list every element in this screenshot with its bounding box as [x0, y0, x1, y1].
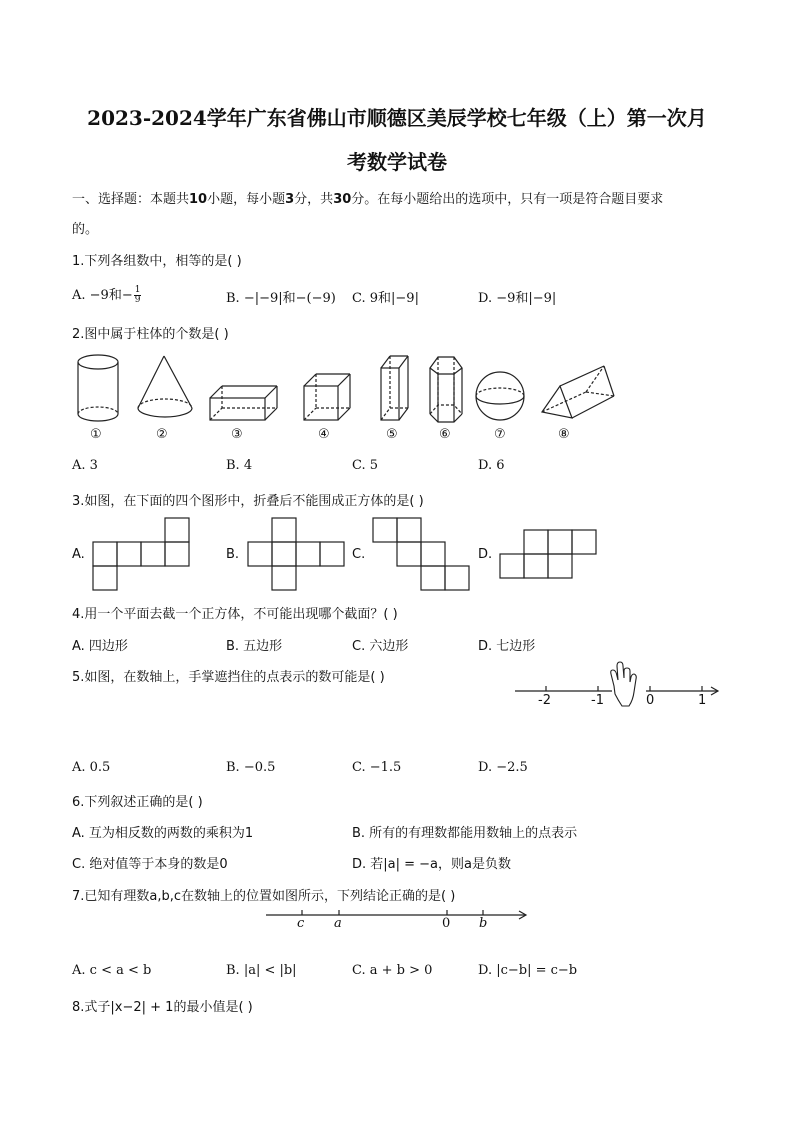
- q2-stem: 2.图中属于柱体的个数是( ): [72, 327, 229, 342]
- q1-option-c: C. 9和|−9|: [352, 291, 419, 306]
- q1-option-a: A. −9和− $\frac{1}{9}$: [72, 285, 141, 305]
- shape-label-6: ⑥: [439, 427, 451, 442]
- shape-label-8: ⑧: [558, 427, 570, 442]
- q7-option-b: B. |a| < |b|: [226, 963, 297, 978]
- q3-label-b: B.: [226, 547, 240, 562]
- q6-stem: 6.下列叙述正确的是( ): [72, 795, 203, 810]
- q4-option-b: B. 五边形: [226, 639, 283, 654]
- q7-point-c: c: [297, 916, 305, 931]
- section-heading: 一、选择题：本题共10小题，每小题3分，共30分。在每小题给出的选项中，只有一项是符合题目要求: [72, 192, 664, 207]
- q4-option-d: D. 七边形: [478, 639, 536, 654]
- q3-label-c: C.: [352, 547, 366, 562]
- q6-option-c: C. 绝对值等于本身的数是0: [72, 857, 228, 872]
- q6-option-b: B. 所有的有理数都能用数轴上的点表示: [352, 826, 578, 841]
- q3-label-d: D.: [478, 547, 493, 562]
- q6-option-d: D. 若|a| = −a，则a是负数: [352, 857, 511, 872]
- q7-option-c: C. a + b > 0: [352, 963, 433, 978]
- q4-option-c: C. 六边形: [352, 639, 409, 654]
- shape-label-5: ⑤: [386, 427, 398, 442]
- q7-point-b: b: [479, 916, 488, 931]
- q4-stem: 4.用一个平面去截一个正方体，不可能出现哪个截面？( ): [72, 607, 398, 622]
- q3-label-a: A.: [72, 547, 85, 562]
- shape-label-1: ①: [90, 427, 102, 442]
- q4-option-a: A. 四边形: [72, 639, 128, 654]
- shape-label-3: ③: [231, 427, 243, 442]
- q5-tick-label-neg2: -2: [538, 693, 551, 708]
- q7-option-a: A. c < a < b: [72, 963, 152, 978]
- q2-option-c: C. 5: [352, 458, 379, 473]
- section-heading-line2: 的。: [72, 222, 99, 237]
- q5-tick-label-neg1: -1: [591, 693, 604, 708]
- q5-tick-label-0: 0: [646, 693, 655, 708]
- q8-stem: 8.式子|x−2| + 1的最小值是( ): [72, 1000, 253, 1015]
- q1-option-b: B. −|−9|和−(−9): [226, 291, 336, 306]
- shape-label-7: ⑦: [494, 427, 506, 442]
- q5-option-b: B. −0.5: [226, 760, 276, 775]
- q5-option-a: A. 0.5: [72, 760, 111, 775]
- q7-point-0: 0: [442, 916, 451, 931]
- q6-option-a: A. 互为相反数的两数的乘积为1: [72, 826, 254, 841]
- q5-tick-label-1: 1: [698, 693, 707, 708]
- q3-stem: 3.如图，在下面的四个图形中，折叠后不能围成正方体的是( ): [72, 494, 424, 509]
- shape-label-2: ②: [156, 427, 168, 442]
- q7-point-a: a: [334, 916, 342, 931]
- q7-stem: 7.已知有理数a,b,c在数轴上的位置如图所示，下列结论正确的是( ): [72, 889, 456, 904]
- q2-option-a: A. 3: [72, 458, 98, 473]
- q5-stem: 5.如图，在数轴上，手掌遮挡住的点表示的数可能是( ): [72, 670, 385, 685]
- q7-option-d: D. |c−b| = c−b: [478, 963, 578, 978]
- q2-option-b: B. 4: [226, 458, 253, 473]
- q5-option-d: D. −2.5: [478, 760, 528, 775]
- q5-option-c: C. −1.5: [352, 760, 402, 775]
- q1-option-d: D. −9和|−9|: [478, 291, 557, 306]
- shape-label-4: ④: [318, 427, 330, 442]
- q1-stem: 1.下列各组数中，相等的是( ): [72, 254, 242, 269]
- page-title: 2023-2024学年广东省佛山市顺德区美辰学校七年级（上）第一次月: [87, 106, 707, 130]
- q2-option-d: D. 6: [478, 458, 505, 473]
- page-title-line2: 考数学试卷: [347, 150, 447, 174]
